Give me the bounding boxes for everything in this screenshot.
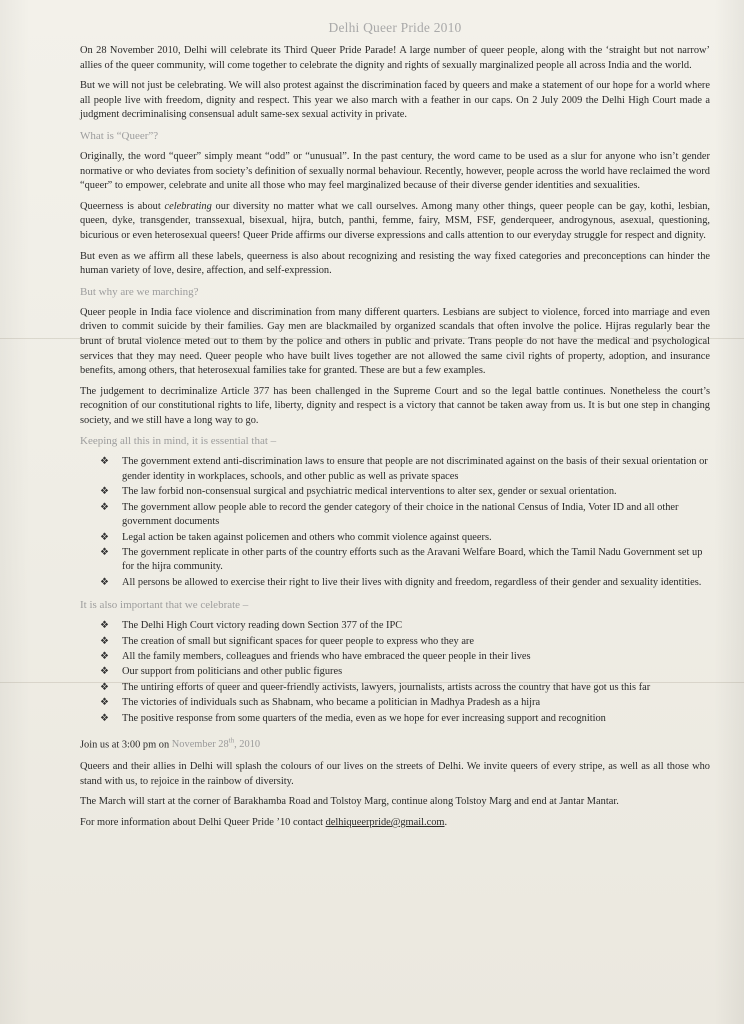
list-item-text: All persons be allowed to exercise their right to live their lives with dignity and freedom, regardless of their gender and sexuality identities. <box>122 576 702 588</box>
paragraph: Originally, the word “queer” simply meant “odd” or “unusual”. In the past century, the word came to be used as a slur for anyone who isn’t gender normative or who deviates from society’s definition of sexually normal behaviour. Recently, however, people across the world have reclaimed the word “queer” to empower, celebrate and unite all those who may feel marginalized because of their diverse gender identities and sexualities. <box>80 150 710 192</box>
contact-line <box>80 816 710 831</box>
list-item-text: The untiring efforts of queer and queer-friendly activists, lawyers, journalists, artists across the country that have got us this far <box>122 681 651 693</box>
closing-paragraph: The March will start at the corner of Barakhamba Road and Tolstoy Marg, continue along Tolstoy Marg and end at Jantar Mantar. <box>80 796 619 808</box>
list-item <box>100 576 710 590</box>
list-item-text: The positive response from some quarters of the media, even as we hope for ever increasing support and recognition <box>122 712 606 724</box>
contact-end: . <box>444 816 448 828</box>
paper-fold-line <box>0 338 744 339</box>
list-item <box>100 546 710 575</box>
diamond-bullet-icon: ❖ <box>100 501 109 513</box>
diamond-bullet-icon: ❖ <box>100 650 109 662</box>
list-item-text: All the family members, colleagues and friends who have embraced the queer people in their lives <box>122 650 531 662</box>
closing-paragraph: Queers and their allies in Delhi will splash the colours of our lives on the streets of Delhi. We invite queers of every stripe, as well as all those who stand with us, to rejoice in the rainbow of diversity. <box>80 761 710 787</box>
diamond-bullet-icon: ❖ <box>100 531 109 543</box>
emphasis-text: celebrating <box>164 200 212 212</box>
text-span: our diversity no matter what we call ourselves. Among many other things, queer people can be gay, kothi, lesbian, queen, dyke, transgender, transsexual, bisexual, hijra, butch, panthi, femme, fairy, MSM, FSF, genderqueer, androgynous, asexual, questioning, bicurious or even heterosexual queers! Queer Pride affirms our diverse expressions and calls attention to our everyday struggle for respect and dignity. <box>80 200 710 241</box>
list-item <box>100 665 710 679</box>
list-item <box>100 455 710 484</box>
list-item-text: The creation of small but significant spaces for queer people to express who they are <box>122 635 475 647</box>
list-item <box>100 619 710 633</box>
list-item <box>100 696 710 710</box>
diamond-bullet-icon: ❖ <box>100 546 109 558</box>
list-item-text: Our support from politicians and other public figures <box>122 666 343 678</box>
date-suffix: th <box>228 736 235 745</box>
list-item <box>100 485 710 499</box>
text-span: Queerness is about <box>80 200 165 212</box>
join-lead: Join us at 3:00 pm on <box>80 739 172 751</box>
list-item-text: The government allow people able to record the gender category of their choice in the national Census of India, Voter ID and all other government documents <box>122 501 679 528</box>
list-item-text: Legal action be taken against policemen and others who commit violence against queers. <box>122 531 492 543</box>
diamond-bullet-icon: ❖ <box>100 681 109 693</box>
essential-list <box>80 455 710 590</box>
section-heading-what-is-queer: What is “Queer”? <box>80 129 159 142</box>
date-year: , 2010 <box>234 739 261 751</box>
diamond-bullet-icon: ❖ <box>100 486 109 498</box>
section-heading-why-marching: But why are we marching? <box>80 285 199 298</box>
list-item <box>100 501 710 530</box>
intro-paragraph: But we will not just be celebrating. We will also protest against the discrimination faced by queers and make a statement of our hope for a world where all people live with freedom, dignity and respect. This year we also march with a feather in our caps. On 2 July 2009 the Delhi High Court made a judgment decriminalising consensual adult same-sex sexual activity in private. <box>80 80 710 121</box>
paragraph: Queer people in India face violence and discrimination from many different quarters. Lesbians are subject to violence, forced into marriage and even driven to commit suicide by their families. Gay men are blackmailed by organized scandals that often involve the police. Hijras regularly bear the brunt of brutal violence meted out to them by the police and others in public and private. Trans people do not have the medical and psychological services that they may need. Queer people who have built lives together are not allowed the same civil rights of property, adoption, and insurance benefits, among others, that heterosexual families take for granted. These are but a few examples. <box>80 306 710 377</box>
diamond-bullet-icon: ❖ <box>100 712 109 724</box>
list-item <box>100 531 710 545</box>
paragraph: But even as we affirm all these labels, queerness is also about recognizing and resisting the way fixed categories and preconceptions can hinder the human variety of love, desire, affection, and self-expression. <box>80 250 710 277</box>
diamond-bullet-icon: ❖ <box>100 635 109 647</box>
paragraph <box>80 200 710 244</box>
contact-email-link[interactable]: delhiqueerpride@gmail.com <box>325 816 445 828</box>
page-title: Delhi Queer Pride 2010 <box>328 20 462 35</box>
date-month: November 28 <box>171 739 229 751</box>
list-item <box>100 635 710 649</box>
diamond-bullet-icon: ❖ <box>100 620 109 632</box>
list-item-text: The government extend anti-discrimination laws to ensure that people are not discriminated against on the basis of their sexual orientation or gender identity in workplaces, schools, and other public as well as private spaces <box>122 456 708 482</box>
list-item <box>100 681 710 695</box>
list-item-text: The government replicate in other parts of the country efforts such as the Aravani Welfare Board, which the Tamil Nadu Government set up for the hijra community. <box>122 546 703 573</box>
celebrate-list <box>80 619 710 726</box>
diamond-bullet-icon: ❖ <box>100 666 109 678</box>
march-date <box>171 736 261 751</box>
diamond-bullet-icon: ❖ <box>100 697 109 709</box>
list-item <box>100 650 710 664</box>
list-item-text: The Delhi High Court victory reading down Section 377 of the IPC <box>122 620 403 632</box>
list-item <box>100 712 710 726</box>
section-heading-essential: Keeping all this in mind, it is essential that – <box>80 435 277 448</box>
diamond-bullet-icon: ❖ <box>100 456 109 468</box>
join-line <box>80 734 710 753</box>
paragraph: The judgement to decriminalize Article 377 has been challenged in the Supreme Court and so the legal battle continues. Nonetheless the court’s recognition of our constitutional rights to life, liberty, dignity and respect is a victory that cannot be taken away from us. It is but one step in changing society, and we still have a long way to go. <box>80 385 710 426</box>
list-item-text: The law forbid non-consensual surgical and psychiatric medical interventions to alter sex, gender or sexual orientation. <box>122 486 617 498</box>
section-heading-celebrate: It is also important that we celebrate – <box>80 599 249 612</box>
diamond-bullet-icon: ❖ <box>100 576 109 588</box>
list-item-text: The victories of individuals such as Shabnam, who became a politician in Madhya Pradesh as a hijra <box>122 697 541 709</box>
contact-lead: For more information about Delhi Queer Pride ’10 contact <box>80 816 326 828</box>
intro-paragraph: On 28 November 2010, Delhi will celebrate its Third Queer Pride Parade! A large number of queer people, along with the ‘straight but not narrow’ allies of the queer community, will come together to celebrate the dignity and rights of sexually marginalized people all across India and the world. <box>80 45 710 71</box>
